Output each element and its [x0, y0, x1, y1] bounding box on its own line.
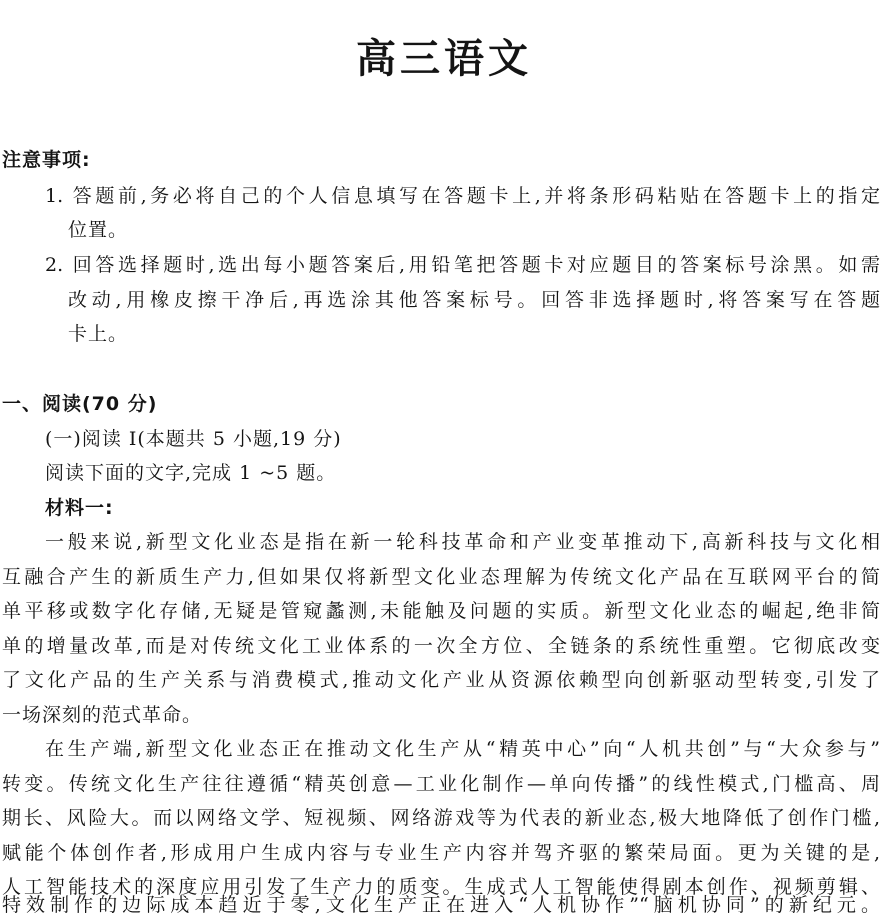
passage-line-10: 赋能个体创作者,形成用户生成内容与专业生产内容并驾齐驱的繁荣局面。更为关键的是,: [2, 842, 880, 864]
notes-item-2-line-3: 卡上。: [68, 323, 129, 345]
passage-line-7: 在生产端,新型文化业态正在推动文化生产从“精英中心”向“人机共创”与“大众参与”: [45, 738, 880, 760]
passage-line-12-text: 特效制作的边际成本趋近于零,文化生产正在进入“人机协作”“脑机协同”的新纪元。: [2, 894, 880, 916]
passage-line-12: [2, 894, 880, 916]
notes-item-1-line-1: 1. 答题前,务必将自己的个人信息填写在答题卡上,并将条形码粘贴在答题卡上的指定: [45, 185, 880, 207]
passage-line-4: 单的增量改革,而是对传统文化工业体系的一次全方位、全链条的系统性重塑。它彻底改变: [2, 635, 880, 657]
passage-line-1: 一般来说,新型文化业态是指在新一轮科技革命和产业变革推动下,高新科技与文化相: [45, 531, 880, 553]
passage-line-3: 单平移或数字化存储,无疑是管窥蠡测,未能触及问题的实质。新型文化业态的崛起,绝非简: [2, 600, 880, 622]
passage-line-2: 互融合产生的新质生产力,但如果仅将新型文化业态理解为传统文化产品在互联网平台的简: [2, 566, 880, 588]
section-1-instruction: 阅读下面的文字,完成 1 ~5 题。: [45, 462, 337, 484]
notes-item-2-line-1: 2. 回答选择题时,选出每小题答案后,用铅笔把答题卡对应题目的答案标号涂黑。如需: [45, 254, 880, 276]
passage-line-9: 期长、风险大。而以网络文学、短视频、网络游戏等为代表的新业态,极大地降低了创作门槛,: [2, 807, 880, 829]
passage-line-8: 转变。传统文化生产往往遵循“精英创意—工业化制作—单向传播”的线性模式,门槛高、周: [2, 773, 880, 795]
notes-heading: 注意事项:: [2, 149, 91, 171]
passage-line-5: 了文化产品的生产关系与消费模式,推动文化产业从资源依赖型向创新驱动型转变,引发了: [2, 669, 880, 691]
page-title: 高三语文: [356, 36, 532, 82]
passage-line-11: 人工智能技术的深度应用引发了生产力的质变。生成式人工智能使得剧本创作、视频剪辑、: [2, 876, 880, 898]
notes-item-2-line-2: 改动,用橡皮擦干净后,再选涂其他答案标号。回答非选择题时,将答案写在答题: [68, 289, 880, 311]
section-1-heading: 一、阅读(70 分): [2, 393, 158, 415]
section-1-sub-heading: (一)阅读 I(本题共 5 小题,19 分): [45, 428, 342, 450]
passage-line-6: 一场深刻的范式革命。: [2, 704, 203, 726]
material-label: 材料一:: [45, 497, 114, 519]
notes-item-1-line-2: 位置。: [68, 219, 129, 241]
